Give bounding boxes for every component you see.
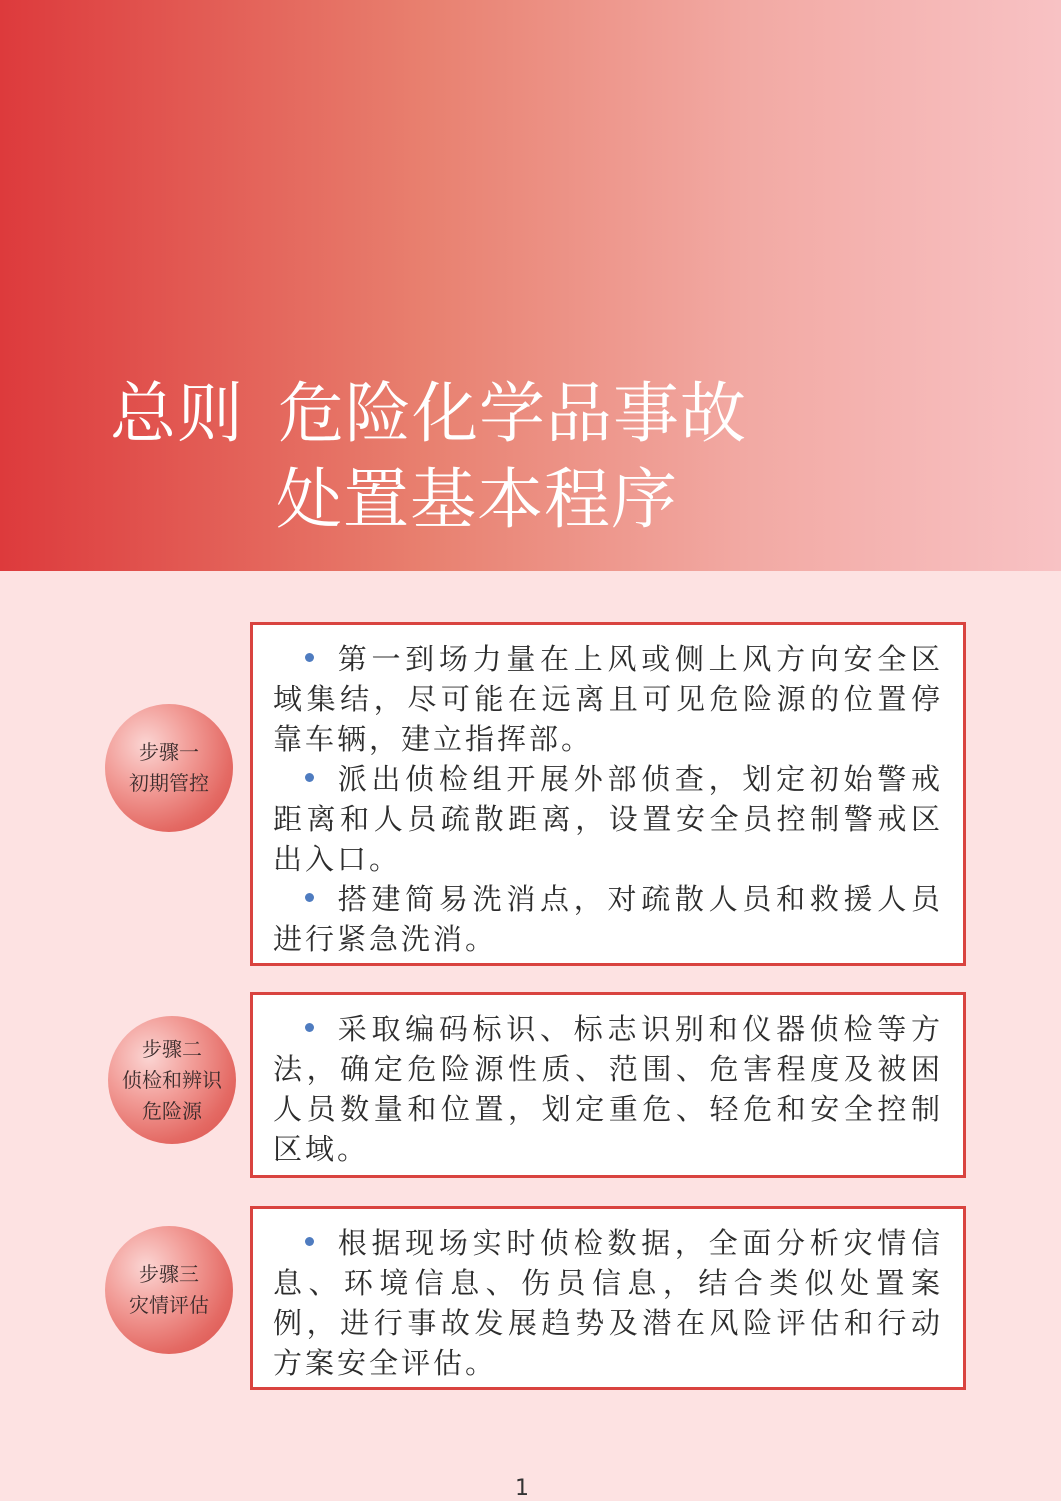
step-1-badge-title: 初期管控 (129, 771, 209, 795)
step-1-item-1-text: 第一到场力量在上风或侧上风方向安全区域集结，尽可能在远离且可见危险源的位置停靠车辆，建立指挥部。 (273, 642, 943, 756)
step-1-content-box (250, 622, 966, 966)
step-1-item-3-text: 搭建简易洗消点，对疏散人员和救援人员进行紧急洗消。 (273, 882, 943, 956)
step-1-item-2 (273, 759, 943, 879)
step-3-item-1-text: 根据现场实时侦检数据，全面分析灾情信息、环境信息、伤员信息，结合类似处置案例，进行事故发展趋势及潜在风险评估和行动方案安全评估。 (273, 1226, 943, 1380)
step-3-badge (105, 1226, 233, 1354)
page-title-line-2: 处置基本程序 (276, 461, 678, 538)
bullet-icon (305, 773, 314, 782)
bullet-icon (305, 1237, 314, 1246)
step-1-item-3 (273, 879, 943, 959)
step-3-content-box (250, 1206, 966, 1390)
step-2-badge-title-2: 危险源 (142, 1098, 202, 1123)
step-2-badge-title: 侦检和辨识 (122, 1067, 222, 1092)
page-title-line-1 (110, 376, 747, 452)
step-3-item-1 (273, 1223, 943, 1383)
step-2-badge-label: 步骤二 (142, 1036, 202, 1061)
step-1-badge-label: 步骤一 (139, 740, 199, 764)
title-main: 危险化学品事故 (278, 375, 747, 452)
step-2-content-box (250, 992, 966, 1178)
step-1-badge (105, 704, 233, 832)
bullet-icon (305, 653, 314, 662)
header-banner (0, 0, 1061, 571)
step-1-item-1 (273, 639, 943, 759)
bullet-icon (305, 893, 314, 902)
page-number: 1 (515, 1476, 529, 1501)
bullet-icon (305, 1023, 314, 1032)
step-3-badge-label: 步骤三 (139, 1262, 199, 1286)
title-prefix: 总则 (110, 375, 244, 452)
step-3-badge-title: 灾情评估 (129, 1293, 209, 1317)
step-2-item-1-text: 采取编码标识、标志识别和仪器侦检等方法，确定危险源性质、范围、危害程度及被困人员数量和位置，划定重危、轻危和安全控制区域。 (273, 1012, 943, 1166)
step-1-item-2-text: 派出侦检组开展外部侦查，划定初始警戒距离和人员疏散距离，设置安全员控制警戒区出入口。 (273, 762, 943, 876)
step-2-badge (108, 1016, 236, 1144)
step-2-item-1 (273, 1009, 943, 1169)
